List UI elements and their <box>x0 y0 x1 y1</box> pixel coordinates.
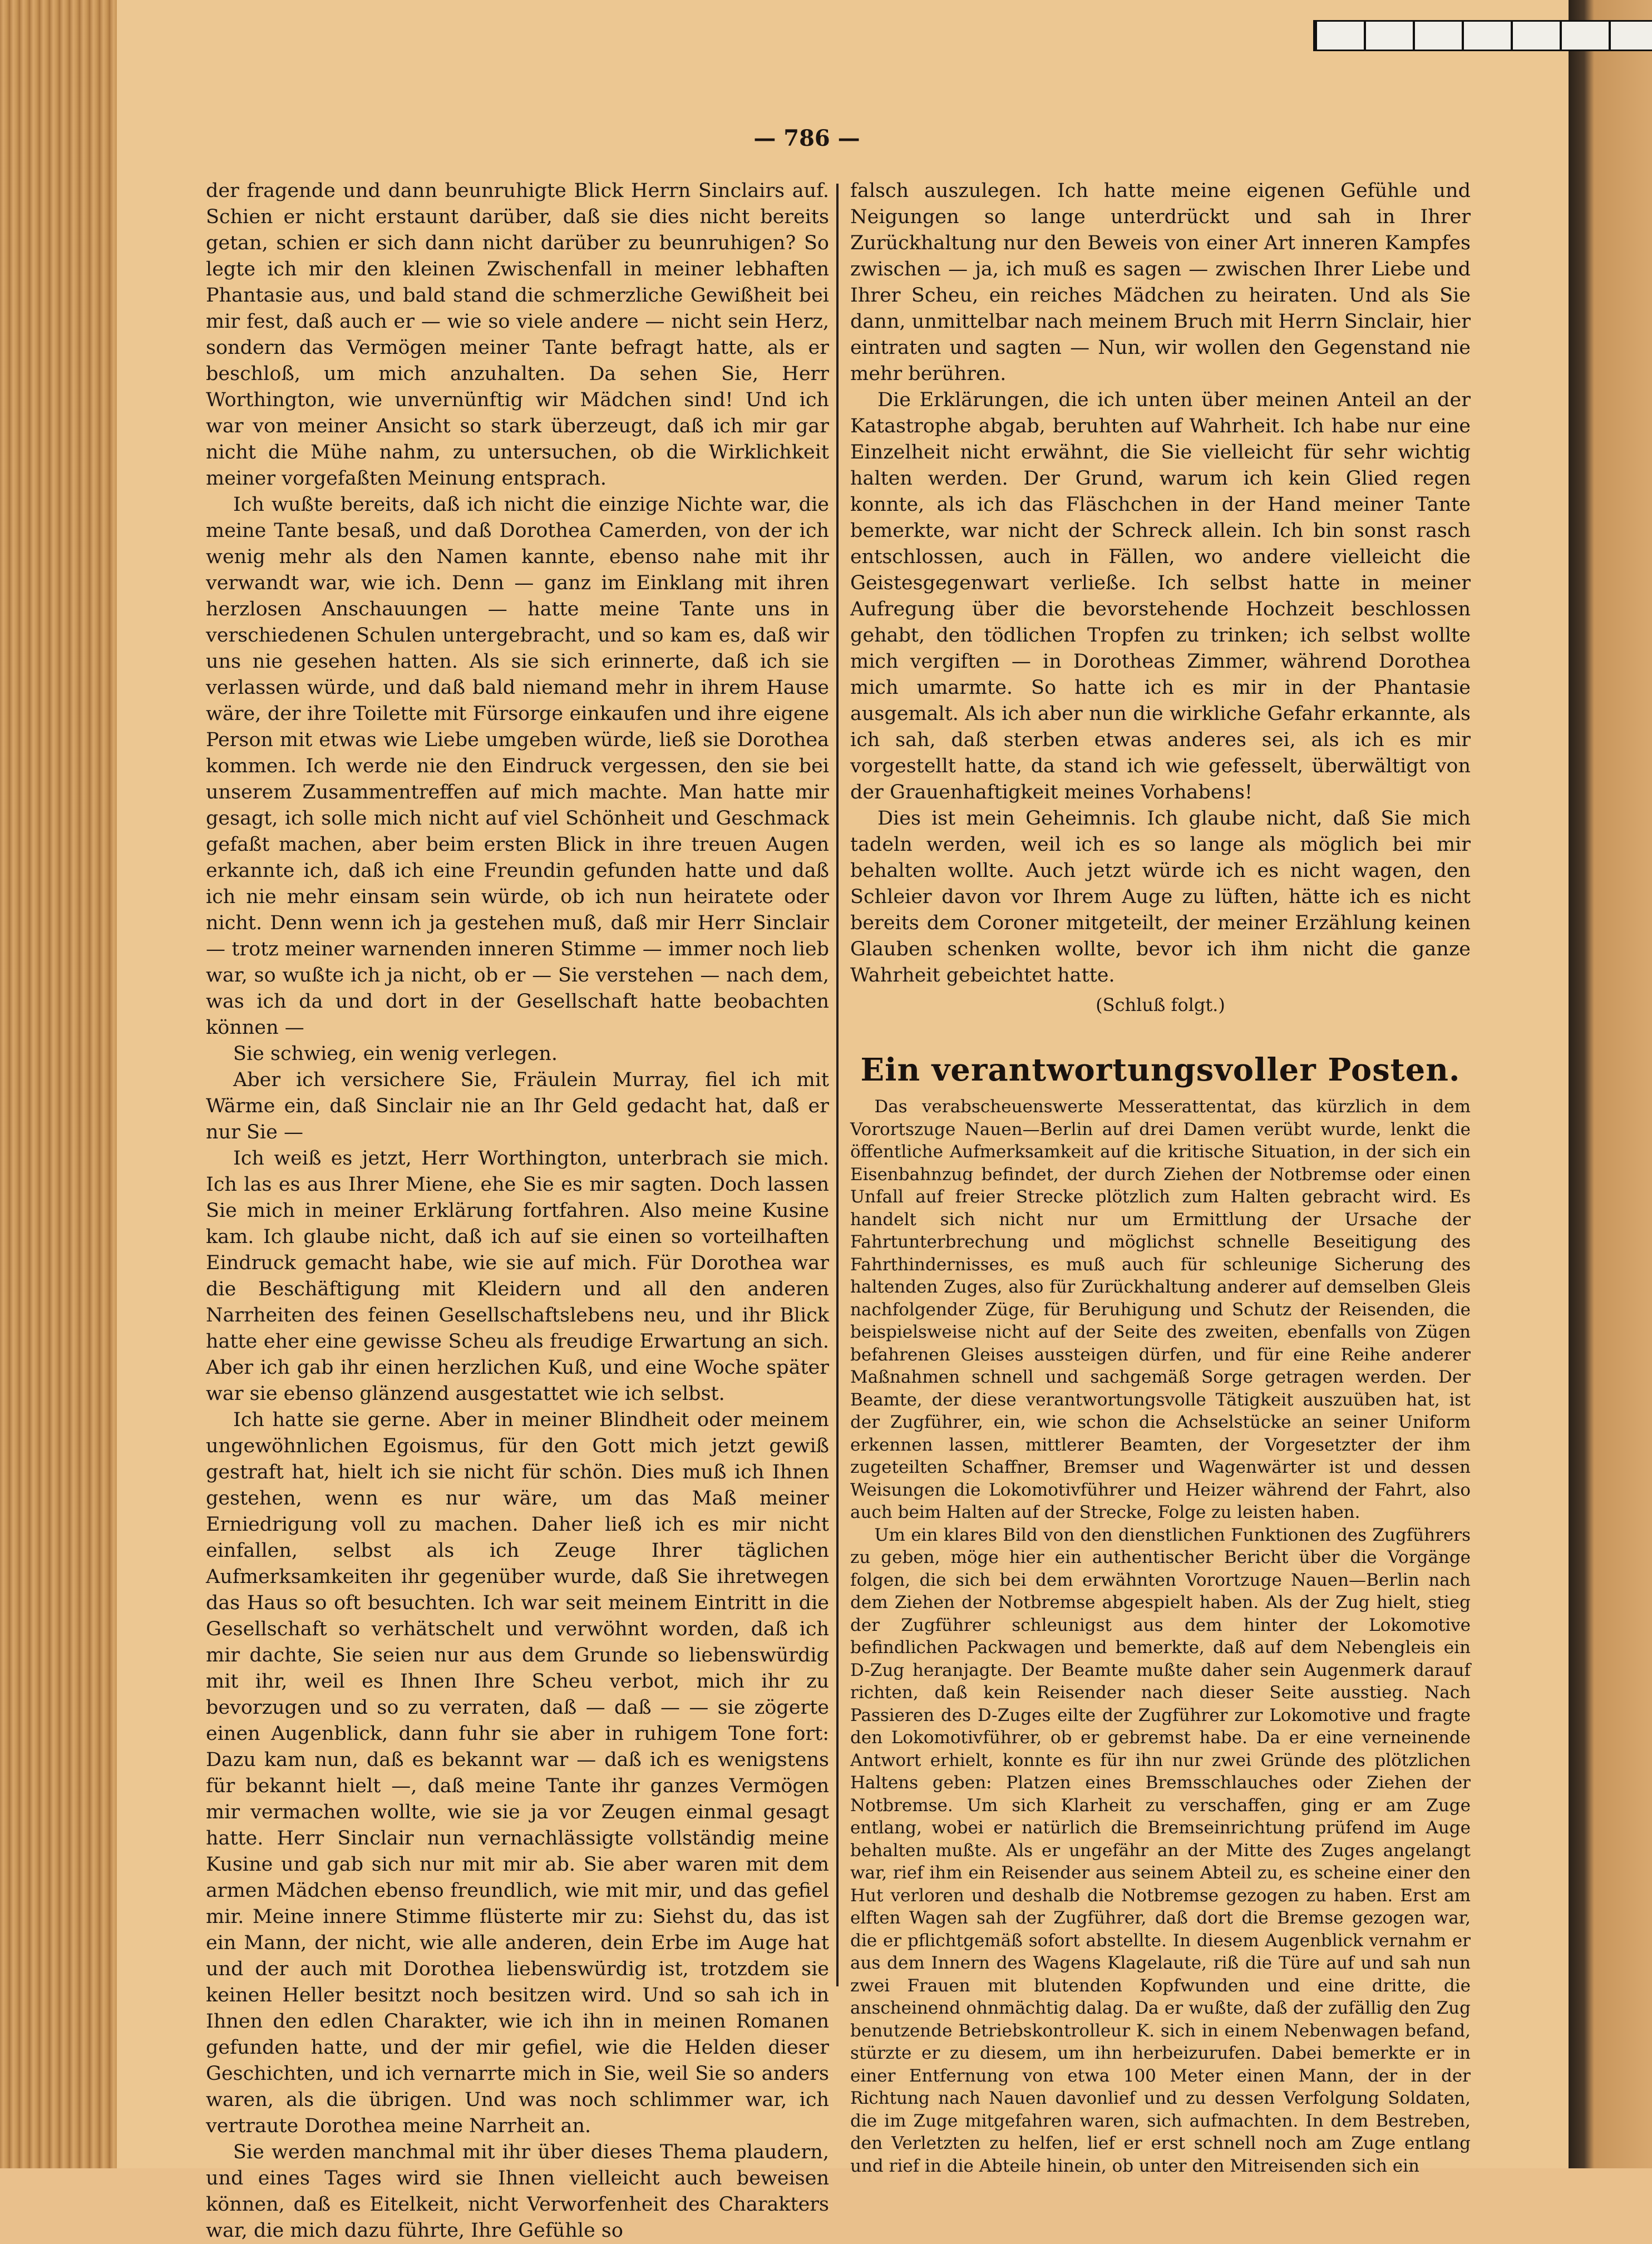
page-number: — 786 — <box>753 125 860 151</box>
paragraph: Das verabscheuenswerte Messerattentat, das kürzlich in dem Vorortszuge Nauen—Berlin auf drei Damen verübt wurde, lenkt die öffentliche Aufmerksamkeit auf die kritische Situation, in der sich ein Eisenbahnzug befindet, der durch Ziehen der Notbremse oder einen Unfall auf freier Strecke plötzlich zum Halten gebracht wird. Es handelt sich nicht nur um Ermittlung der Ursache der Fahrtunterbrechung und möglichst schnelle Beseitigung des Fahrthindernisses, es muß auch für schleunige Sicherung des haltenden Zuges, also für Zurückhaltung anderer auf demselben Gleis nachfolgender Züge, für Beruhigung und Schutz der Reisenden, die beispielsweise nicht auf der Seite des zweiten, ebenfalls von Zügen befahrenen Gleises aussteigen dürfen, und für eine Reihe anderer Maßnahmen schnell und sachgemäß Sorge getragen werden. Der Beamte, der diese verantwortungsvolle Tätigkeit auszuüben hat, ist der Zugführer, ein, wie schon die Achselstücke an seiner Uniform erkennen lassen, mittlerer Beamten, der Vorgesetzter der ihm zugeteilten Schaffner, Bremser und Wagenwärter ist und dessen Weisungen die Lokomotivführer und Heizer während der Fahrt, also auch beim Halten auf der Strecke, Folge zu leisten haben. <box>850 1097 1471 1522</box>
book-page-edges-left <box>0 0 117 2168</box>
column-divider <box>836 184 839 1986</box>
paragraph: Aber ich versichere Sie, Fräulein Murray, fiel ich mit Wärme ein, daß Sinclair nie an Ihr Geld gedacht hat, daß er nur Sie — <box>206 1069 829 1143</box>
paragraph: Sie schwieg, ein wenig verlegen. <box>233 1043 558 1065</box>
left-column <box>206 178 829 2244</box>
paragraph: Sie werden manchmal mit ihr über dieses Thema plaudern, und eines Tages wird sie Ihnen vielleicht auch beweisen können, daß es Eitelkeit, nicht Verworfenheit des Charakters war, die mich dazu führte, Ihre Gefühle so <box>206 2141 829 2242</box>
article-title: Ein verantwortungsvoller Posten. <box>860 1052 1461 1088</box>
paragraph: falsch auszulegen. Ich hatte meine eigenen Gefühle und Neigungen so lange unterdrückt und sah in Ihrer Zurückhaltung nur den Beweis von einer Art inneren Kampfes zwischen — ja, ich muß es sagen — zwischen Ihrer Liebe und Ihrer Scheu, ein reiches Mädchen zu heiraten. Und als Sie dann, unmittelbar nach meinem Bruch mit Herrn Sinclair, hier eintraten und sagten — Nun, wir wollen den Gegenstand nie mehr berühren. <box>850 180 1471 385</box>
book-binding-right <box>1569 0 1652 2168</box>
right-column <box>850 178 1471 2177</box>
article-body <box>850 1096 1471 2177</box>
paragraph: Ich hatte sie gerne. Aber in meiner Blindheit oder meinem ungewöhnlichen Egoismus, für den Gott mich jetzt gewiß gestraft hat, hielt ich sie nicht für schön. Dies muß ich Ihnen gestehen, wenn es nur wäre, um das Maß meiner Erniedrigung voll zu machen. Daher ließ ich es mir nicht einfallen, selbst als ich Zeuge Ihrer täglichen Aufmerksamkeiten ihr gegenüber wurde, daß Sie ihretwegen das Haus so oft besuchten. Ich war seit meinem Eintritt in die Gesellschaft so verhätschelt und verwöhnt worden, daß ich mir dachte, Sie seien nur aus dem Grunde so liebenswürdig mit ihr, weil es Ihnen Ihre Scheu verbot, mich ihr zu bevorzugen und so zu verraten, daß — daß — — sie zögerte einen Augenblick, dann fuhr sie aber in ruhigem Tone fort: Dazu kam nun, daß es bekannt war — daß ich es wenigstens für bekannt hielt —, daß meine Tante ihr ganzes Vermögen mir vermachen wollte, wie sie ja vor Zeugen einmal gesagt hatte. Herr Sinclair nun vernachlässigte vollständig meine Kusine und gab sich nur mit mir ab. Sie aber waren mit dem armen Mädchen ebenso freundlich, wie mit mir, und das gefiel mir. Meine innere Stimme flüsterte mir zu: Siehst du, das ist ein Mann, der nicht, wie alle anderen, dein Erbe im Auge hat und der auch mit Dorothea liebenswürdig ist, trotzdem sie keinen Heller besitzt noch besitzen wird. Und so sah ich in Ihnen den edlen Charakter, wie ich ihn in meinen Romanen gefunden hatte, und der mir gefiel, wie die Helden dieser Geschichten, und ich vernarrte mich in Sie, weil Sie so anders waren, als die übrigen. Und was noch schlimmer war, ich vertraute Dorothea meine Narrheit an. <box>206 1409 829 2137</box>
paragraph: der fragende und dann beunruhigte Blick Herrn Sinclairs auf. Schien er nicht erstaunt darüber, daß sie dies nicht bereits getan, schien er sich dann nicht darüber zu beunruhigen? So legte ich mir den kleinen Zwischenfall in meiner lebhaften Phantasie aus, und bald stand die schmerzliche Gewißheit bei mir fest, daß auch er — wie so viele andere — nicht sein Herz, sondern das Vermögen meiner Tante befragt hatte, als er beschloß, um mich anzuhalten. Da sehen Sie, Herr Worthington, wie unvernünftig wir Mädchen sind! Und ich war von meiner Ansicht so stark überzeugt, daß ich mir gar nicht die Mühe nahm, zu untersuchen, ob die Wirklichkeit meiner vorgefaßten Meinung entsprach. <box>206 180 829 490</box>
paragraph: Ich wußte bereits, daß ich nicht die einzige Nichte war, die meine Tante besaß, und daß Dorothea Camerden, von der ich wenig mehr als den Namen kannte, ebenso nahe mit ihr verwandt war, wie ich. Denn — ganz im Einklang mit ihren herzlosen Anschauungen — hatte meine Tante uns in verschiedenen Schulen untergebracht, und so kam es, daß wir uns nie gesehen hatten. Als sie sich erinnerte, daß ich sie verlassen würde, und daß bald niemand mehr in ihrem Hause wäre, der ihre Toilette mit Fürsorge einkaufen und ihre eigene Person mit etwas wie Liebe umgeben würde, ließ sie Dorothea kommen. Ich werde nie den Eindruck vergessen, den sie bei unserem Zusammentreffen auf mich machte. Man hatte mir gesagt, ich solle mich nicht auf viel Schönheit und Geschmack gefaßt machen, aber beim ersten Blick in ihre treuen Augen erkannte ich, daß ich eine Freundin gefunden hatte und daß ich nie mehr einsam sein würde, ob ich nun heiratete oder nicht. Denn wenn ich ja gestehen muß, daß mir Herr Sinclair — trotz meiner warnenden inneren Stimme — immer noch lieb war, so wußte ich ja nicht, ob er — Sie verstehen — nach dem, was ich da und dort in der Gesellschaft hatte beobachten können — <box>206 494 829 1039</box>
paragraph: Um ein klares Bild von den dienstlichen Funktionen des Zugführers zu geben, möge hier ein authentischer Bericht über die Vorgänge folgen, die sich bei dem erwähnten Vorortzuge Nauen—Berlin nach dem Ziehen der Notbremse abgespielt haben. Als der Zug hielt, stieg der Zugführer schleunigst aus dem hinter der Lokomotive befindlichen Packwagen und bemerkte, daß auf dem Nebengleis ein D-Zug heranjagte. Der Beamte mußte daher sein Augenmerk darauf richten, daß kein Reisender nach dieser Seite ausstieg. Nach Passieren des D-Zuges eilte der Zugführer zur Lokomotive und fragte den Lokomotivführer, ob er gebremst habe. Da er eine verneinende Antwort erhielt, konnte es für ihn nur zwei Gründe des plötzlichen Haltens geben: Platzen eines Bremsschlauches oder Ziehen der Notbremse. Um sich Klarheit zu verschaffen, ging er am Zuge entlang, wobei er natürlich die Bremseinrichtung prüfend im Auge behalten mußte. Als er ungefähr an der Mitte des Zuges angelangt war, rief ihm ein Reisender aus seinem Abteil zu, es scheine einer den Hut verloren und deshalb die Notbremse gezogen zu haben. Erst am elften Wagen sah der Zugführer, daß dort die Bremse gezogen war, die er pflichtgemäß sofort abstellte. In diesem Augenblick vernahm er aus dem Innern des Wagens Klagelaute, riß die Türe auf und sah nun zwei Frauen mit blutenden Kopfwunden und eine dritte, die anscheinend ohnmächtig dalag. Da er wußte, daß der zufällig den Zug benutzende Betriebskontrolleur K. sich in einem Nebenwagen befand, stürzte er zu diesem, um ihn herbeizurufen. Dabei bemerkte er in einer Entfernung von etwa 100 Meter einen Mann, der in der Richtung nach Nauen davonlief und zu dessen Verfolgung Soldaten, die im Zuge mitgefahren waren, sich aufmachten. In dem Bestreben, den Verletzten zu helfen, lief er erst schnell noch am Zuge entlang und rief in die Abteile hinein, ob unter den Mitreisenden sich ein <box>850 1525 1471 2176</box>
paragraph: Ich weiß es jetzt, Herr Worthington, unterbrach sie mich. Ich las es aus Ihrer Miene, ehe Sie es mir sagten. Doch lassen Sie mich in meiner Erklärung fortfahren. Also meine Kusine kam. Ich glaube nicht, daß ich auf sie einen so vorteilhaften Eindruck gemacht habe, wie sie auf mich. Für Dorothea war die Beschäftigung mit Kleidern und all den anderen Narrheiten des feinen Gesellschaftslebens neu, und ihr Blick hatte eher eine gewisse Scheu als freudige Erwartung an sich. Aber ich gab ihr einen herzlichen Kuß, und eine Woche später war sie ebenso glänzend ausgestattet wie ich selbst. <box>206 1147 829 1405</box>
scale-ruler <box>1313 20 1652 51</box>
paragraph: Die Erklärungen, die ich unten über meinen Anteil an der Katastrophe abgab, beruhten auf Wahrheit. Ich habe nur eine Einzelheit nicht erwähnt, die Sie vielleicht für sehr wichtig halten werden. Der Grund, warum ich kein Glied regen konnte, als ich das Fläschchen in der Hand meiner Tante bemerkte, war nicht der Schreck allein. Ich bin sonst rasch entschlossen, auch in Fällen, wo andere vielleicht die Geistesgegenwart verließe. Ich selbst hatte in meiner Aufregung über die bevorstehende Hochzeit beschlossen gehabt, den tödlichen Tropfen zu trinken; ich selbst wollte mich vergiften — in Dorotheas Zimmer, während Dorothea mich umarmte. So hatte ich es mir in der Phantasie ausgemalt. Als ich aber nun die wirkliche Gefahr erkannte, als ich sah, daß sterben etwas anderes sei, als ich es mir vorgestellt hatte, da stand ich wie gefesselt, überwältigt von der Grauenhaftigkeit meines Vorhabens! <box>850 389 1471 803</box>
to-be-continued-note: (Schluß folgt.) <box>1096 994 1225 1015</box>
paragraph: Dies ist mein Geheimnis. Ich glaube nicht, daß Sie mich tadeln werden, weil ich es so lange als möglich bei mir behalten wollte. Auch jetzt würde ich es nicht wagen, den Schleier davon vor Ihrem Auge zu lüften, hätte ich es nicht bereits dem Coroner mitgeteilt, der meiner Erzählung keinen Glauben schenken wollte, bevor ich ihm nicht die ganze Wahrheit gebeichtet hatte. <box>850 807 1471 987</box>
